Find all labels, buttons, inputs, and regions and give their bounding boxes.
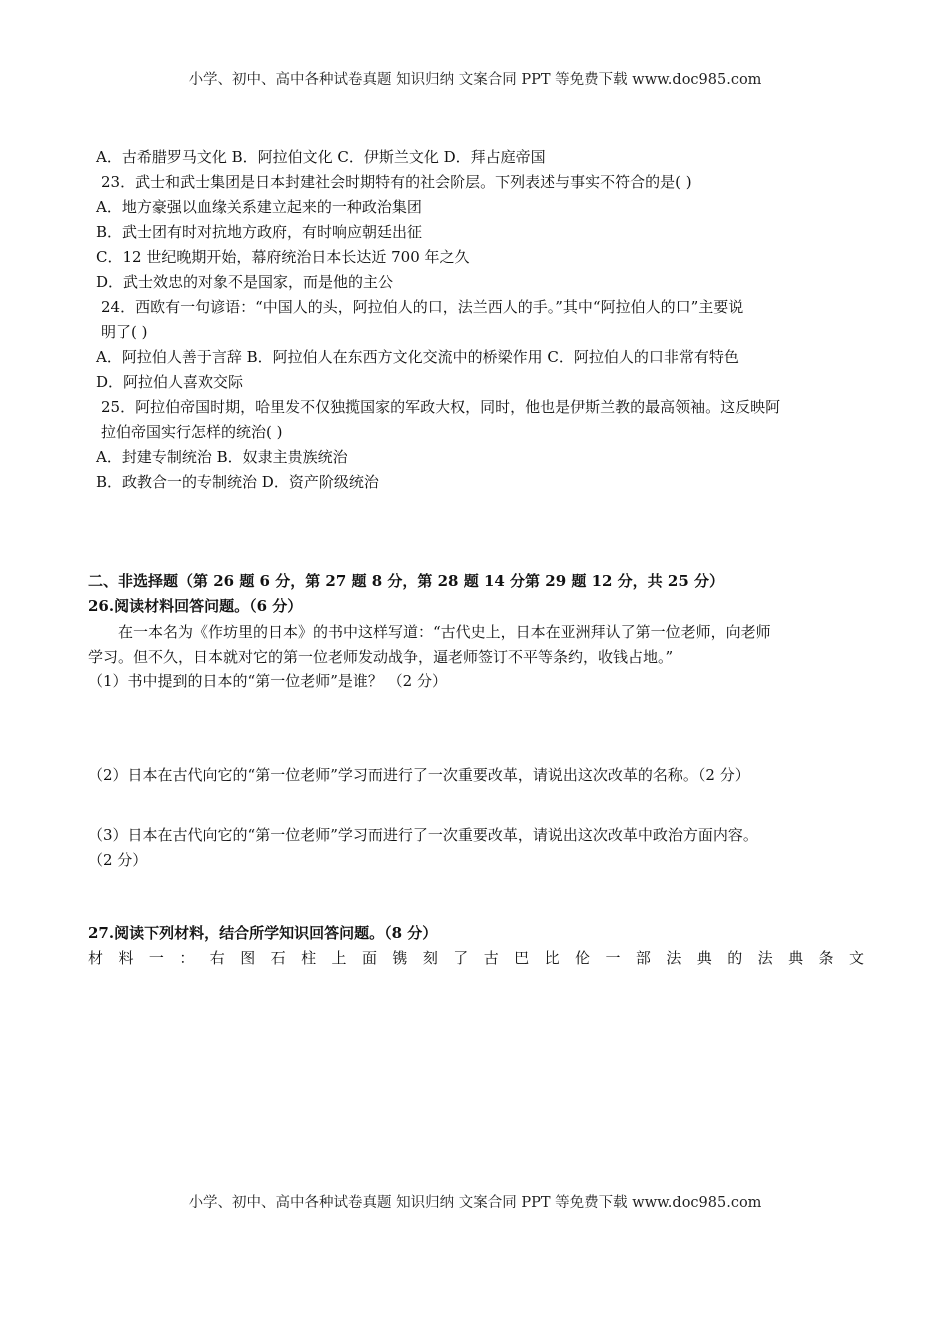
q27-char: 典 [788, 949, 804, 967]
q27-char: 石 [270, 949, 286, 967]
q26-subquestion-3-line2: （2 分） [88, 851, 148, 869]
page-header: 小学、初中、高中各种试卷真题 知识归纳 文案合同 PPT 等免费下载 www.doc985.com [188, 72, 762, 88]
q26-subquestion-3-line1: （3）日本在古代向它的“第一位老师”学习而进行了一次重要改革，请说出这次改革中政治方面内容。 [88, 826, 758, 844]
q24-stem-line1: 24．西欧有一句谚语：“中国人的头，阿拉伯人的口，法兰西人的手。”其中“阿拉伯人的口”主要说 [101, 298, 744, 316]
q26-subquestion-2: （2）日本在古代向它的“第一位老师”学习而进行了一次重要改革，请说出这次改革的名称。（2 分） [88, 766, 750, 784]
q27-char: 法 [757, 949, 773, 967]
q27-char: 比 [544, 949, 560, 967]
q27-char: 的 [727, 949, 743, 967]
q22-options: A．古希腊罗马文化 B．阿拉伯文化 C．伊斯兰文化 D．拜占庭帝国 [96, 148, 546, 166]
q27-char: 镌 [392, 949, 408, 967]
q27-char: 典 [696, 949, 712, 967]
q27-char: 伦 [575, 949, 591, 967]
q25-stem-line2: 拉伯帝国实行怎样的统治( ) [101, 423, 283, 441]
q23-stem: 23．武士和武士集团是日本封建社会时期特有的社会阶层。下列表述与事实不符合的是( ) [101, 173, 692, 191]
q26-subquestion-1: （1）书中提到的日本的“第一位老师”是谁？ （2 分） [88, 672, 447, 690]
q26-material-line1: 在一本名为《作坊里的日本》的书中这样写道：“古代史上，日本在亚洲拜认了第一位老师，向老师 [118, 623, 771, 641]
q24-options-abc: A．阿拉伯人善于言辞 B．阿拉伯人在东西方文化交流中的桥梁作用 C．阿拉伯人的口非常有特色 [96, 348, 739, 366]
q27-char: 部 [635, 949, 651, 967]
q25-stem-line1: 25．阿拉伯帝国时期，哈里发不仅独揽国家的军政大权，同时，他也是伊斯兰教的最高领袖。这反映阿 [101, 398, 781, 416]
q26-material-line2: 学习。但不久，日本就对它的第一位老师发动战争，逼老师签订不平等条约，收钱占地。” [88, 648, 674, 666]
q25-options-ab: A．封建专制统治 B．奴隶主贵族统治 [96, 448, 348, 466]
q23-option-d: D．武士效忠的对象不是国家，而是他的主公 [96, 273, 394, 291]
q23-option-b: B．武士团有时对抗地方政府，有时响应朝廷出征 [96, 223, 423, 241]
q27-title: 27.阅读下列材料，结合所学知识回答问题。（8 分） [88, 924, 438, 942]
q27-char: 条 [818, 949, 834, 967]
q27-char: 上 [331, 949, 347, 967]
page-footer: 小学、初中、高中各种试卷真题 知识归纳 文案合同 PPT 等免费下载 www.doc985.com [188, 1195, 762, 1211]
q27-char: ： [179, 949, 195, 967]
q27-char: 料 [118, 949, 134, 967]
section-2-title: 二、非选择题（第 26 题 6 分，第 27 题 8 分，第 28 题 14 分第 29 题 12 分，共 25 分） [88, 572, 724, 590]
q24-stem-line2: 明了( ) [101, 323, 148, 341]
q25-options-cd: B．政教合一的专制统治 D．资产阶级统治 [96, 473, 379, 491]
q26-title: 26.阅读材料回答问题。（6 分） [88, 597, 303, 615]
q27-char: 了 [453, 949, 469, 967]
q27-char: 一 [605, 949, 621, 967]
q27-char: 法 [666, 949, 682, 967]
q27-char: 柱 [301, 949, 317, 967]
q23-option-a: A．地方豪强以血缘关系建立起来的一种政治集团 [96, 198, 422, 216]
q27-char: 右 [209, 949, 225, 967]
q24-option-d: D．阿拉伯人喜欢交际 [96, 373, 244, 391]
q27-char: 古 [483, 949, 499, 967]
q27-material-one-line [88, 947, 864, 968]
q27-char: 图 [240, 949, 256, 967]
q27-char: 面 [361, 949, 377, 967]
q27-char: 刻 [422, 949, 438, 967]
q27-char: 文 [848, 949, 864, 967]
q27-char: 巴 [514, 949, 530, 967]
q27-char: 材 [88, 949, 104, 967]
q27-char: 一 [148, 949, 164, 967]
q23-option-c: C．12 世纪晚期开始，幕府统治日本长达近 700 年之久 [96, 248, 470, 266]
